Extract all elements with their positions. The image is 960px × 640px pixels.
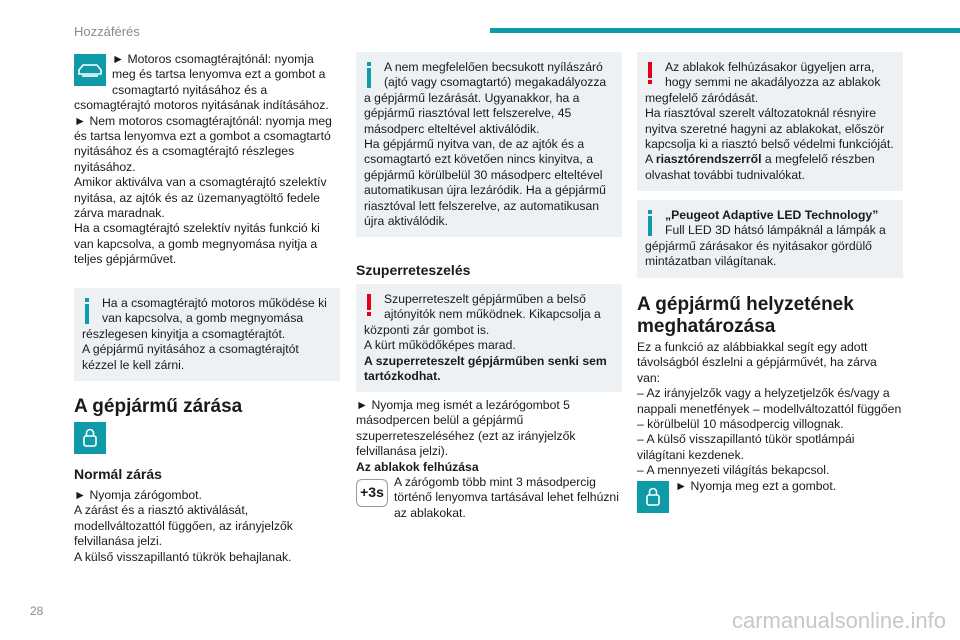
deadlock-body — [356, 398, 622, 521]
warning-deadlock-text-1: Szuperreteszelt gépjárműben a belső ajtónyitók nem működnek. Kikapcsolja a központi zár gombot is. — [364, 292, 601, 337]
lock-icon — [637, 481, 669, 513]
info-note-doors-text-1: A nem megfelelően becsukott nyílászáró (ajtó vagy csomagtartó) megakadályozza a gépjármű lezárását. Ugyanakkor, ha a gépjármű riasztóval lett felszerelve, 45 másodperc elteltével aktiválódik. — [364, 60, 607, 136]
normal-lock-text — [74, 488, 340, 565]
trunk-nonmotor-text: ► Nem motoros csomagtérajtónál: nyomja meg és tartsa lenyomva ezt a gombot a csomagtartó nyitásához és a csomagtérajtó részleges nyitásához. — [74, 113, 332, 174]
warning-deadlock-text-2: A kürt működőképes marad. — [364, 338, 516, 353]
normal-lock-signal: A zárást és a riasztó aktiválását, modellváltozattól függően, az irányjelzők felvillanása jelzi. — [74, 503, 293, 549]
info-icon — [82, 298, 92, 324]
warning-icon — [645, 62, 655, 84]
info-note-trunk — [74, 288, 340, 381]
locate-item-mirror-lamps: – A külső visszapillantó tükör spotlámpái világítani kezdenek. — [637, 432, 855, 462]
three-seconds-icon: +3s — [356, 479, 388, 507]
subsection-title-deadlock: Szuperreteszelés — [356, 262, 471, 278]
locate-intro: Ez a funkció az alábbiakkal segít egy adott távolságból észlelni a gépjárművét, ha zárva van: — [637, 340, 877, 385]
info-led-text: Full LED 3D hátsó lámpáknál a lámpák a gépjármű zárásakor és nyitásakor gördülő mintázatban világítanak. — [645, 223, 886, 269]
info-note-text-1: Ha a csomagtérajtó motoros működése ki van kapcsolva, a gomb megnyomása részlegesen kinyitja a csomagtérajtót. — [82, 296, 327, 341]
locate-body — [637, 340, 903, 515]
warning-icon — [364, 294, 374, 316]
warning-deadlock-bold: A szuperreteszelt gépjárműben senki sem tartózkodhat. — [364, 353, 607, 384]
warning-note-deadlock — [356, 284, 622, 392]
trunk-selective-text: Amikor aktiválva van a csomagtérajtó szelektív nyitása, az ajtók és az üzemanyagtöltő fedele zárva maradnak. — [74, 175, 327, 221]
warning-windows-text-2: Ha riasztóval szerelt változatoknál résnyire nyitva szeretné hagyni az ablakokat, először kapcsolja ki a riasztó belső védelmi funkcióját. — [645, 106, 894, 152]
warning-windows-text-1: Az ablakok felhúzásakor ügyeljen arra, hogy semmi ne akadályozza az ablakok megfelelő záródását. — [645, 60, 881, 105]
info-note-doors-text-2: Ha gépjármű nyitva van, de az ajtók és a csomagtartó ezt követően nincs kinyitva, a gépjármű körülbelül 30 másodperc elteltével automatikusan újra lezáródik. Ha a gépjármű riasztóval lett felszerelve, az automatikusan újra aktiválódik. — [364, 137, 606, 229]
deadlock-body-text: ► Nyomja meg ismét a lezárógombot 5 másodpercen belül a gépjármű szuperreteszeléséhez (ezt az irányjelzők felvillanása jelzi). — [356, 398, 576, 459]
normal-lock-mirrors: A külső visszapillantó tükrök behajlanak. — [74, 549, 292, 564]
locate-item-indicators: – Az irányjelzők vagy a helyzetjelzők és/vagy a nappali menetfények – modellváltozattól függően – körülbelül 10 másodpercig villognak. — [637, 386, 902, 432]
section-title-locate: A gépjármű helyzetének meghatározása — [637, 294, 854, 337]
locate-press-button: ► Nyomja meg ezt a gombot. — [675, 478, 837, 493]
info-note-doors — [356, 52, 622, 237]
watermark: carmanualsonline.info — [731, 608, 946, 633]
info-note-led — [637, 200, 903, 278]
trunk-paragraph — [74, 52, 340, 268]
section-title-locking: A gépjármű zárása — [74, 396, 243, 417]
header-accent-bar — [490, 28, 960, 33]
subsection-title-normal-lock: Normál zárás — [74, 466, 162, 482]
info-note-text-2: A gépjármű nyitásához a csomagtérajtót kézzel le kell zárni. — [82, 342, 299, 372]
locate-item-ceiling-light: – A mennyezeti világítás bekapcsol. — [637, 463, 830, 478]
info-icon — [364, 62, 374, 88]
window-closing-title: Az ablakok felhúzása — [356, 459, 479, 474]
trunk-motor-text: ► Motoros csomagtérajtónál: nyomja meg és tartsa lenyomva ezt a gombot a csomagtartó nyitásához és a csomagtérajtó motoros nyitásának indításához. — [74, 52, 329, 113]
page-number: 28 — [30, 604, 44, 618]
normal-lock-step: ► Nyomja zárógombot. — [74, 488, 202, 502]
alarm-system-link: riasztórendszerről — [655, 152, 762, 167]
trunk-button-icon — [74, 54, 106, 86]
lock-icon — [74, 422, 106, 454]
info-led-title: „Peugeot Adaptive LED Technology” — [665, 208, 879, 222]
warning-note-windows — [637, 52, 903, 191]
window-closing-text: A zárógomb több mint 3 másodpercig történő lenyomva tartásával lehet felhúzni az ablakokat. — [394, 475, 619, 520]
warning-windows-text-3: A riasztórendszerről a megfelelő részben olvashat további tudnivalókat. — [645, 152, 875, 182]
info-icon — [645, 210, 655, 236]
trunk-selective-off-text: Ha a csomagtérajtó szelektív nyitás funkció ki van kapcsolva, a gomb megnyomása nyitja a teljes gépjárművet. — [74, 221, 320, 267]
header-section-title: Hozzáférés — [74, 24, 140, 39]
